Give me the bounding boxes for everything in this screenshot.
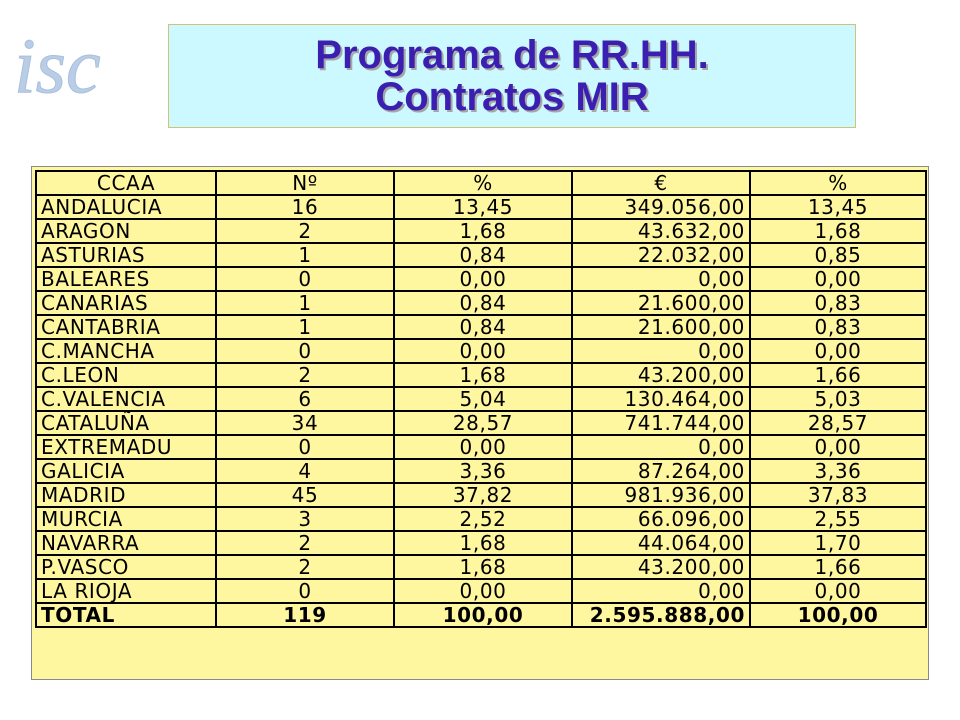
cell-percent-euros: 0,00 (750, 339, 926, 363)
table-row (36, 387, 926, 411)
cell-count: 6 (216, 387, 394, 411)
cell-percent: 0,00 (394, 267, 572, 291)
cell-percent-euros: 1,70 (750, 531, 926, 555)
cell-percent-euros: 2,55 (750, 507, 926, 531)
cell-ccaa: CANARIAS (36, 291, 216, 315)
cell-ccaa: BALEARES (36, 267, 216, 291)
cell-euros: 43.632,00 (572, 219, 750, 243)
cell-euros: 349.056,00 (572, 195, 750, 219)
cell-euros: € (572, 171, 750, 195)
page-subtitle: Contratos MIR (375, 75, 649, 119)
cell-ccaa: MURCIA (36, 507, 216, 531)
cell-ccaa: TOTAL (36, 603, 216, 627)
cell-percent-euros: 1,68 (750, 219, 926, 243)
cell-ccaa: C.VALENCIA (36, 387, 216, 411)
cell-count: 45 (216, 483, 394, 507)
cell-euros: 22.032,00 (572, 243, 750, 267)
cell-euros: 0,00 (572, 339, 750, 363)
table-row (36, 555, 926, 579)
table-row (36, 435, 926, 459)
cell-percent: 0,84 (394, 291, 572, 315)
table-row (36, 483, 926, 507)
cell-count: Nº (216, 171, 394, 195)
cell-count: 3 (216, 507, 394, 531)
cell-count: 16 (216, 195, 394, 219)
cell-percent: 2,52 (394, 507, 572, 531)
cell-percent: 3,36 (394, 459, 572, 483)
cell-percent: 1,68 (394, 555, 572, 579)
cell-percent-euros: 100,00 (750, 603, 926, 627)
cell-count: 0 (216, 339, 394, 363)
cell-euros: 981.936,00 (572, 483, 750, 507)
cell-percent-euros: 0,85 (750, 243, 926, 267)
logo-text: isc (14, 22, 101, 109)
cell-euros: 21.600,00 (572, 291, 750, 315)
cell-count: 4 (216, 459, 394, 483)
cell-percent-euros: 1,66 (750, 363, 926, 387)
title-box (168, 24, 856, 128)
cell-euros: 0,00 (572, 267, 750, 291)
cell-percent: 1,68 (394, 219, 572, 243)
cell-percent-euros: 0,00 (750, 435, 926, 459)
table-row (36, 459, 926, 483)
cell-percent: 0,00 (394, 435, 572, 459)
cell-percent: 0,84 (394, 243, 572, 267)
table-row (36, 291, 926, 315)
cell-ccaa: ANDALUCIA (36, 195, 216, 219)
cell-ccaa: NAVARRA (36, 531, 216, 555)
cell-count: 1 (216, 291, 394, 315)
table-frame (31, 166, 929, 680)
cell-percent-euros: 0,00 (750, 267, 926, 291)
table-row (36, 315, 926, 339)
cell-ccaa: EXTREMADU (36, 435, 216, 459)
cell-count: 1 (216, 315, 394, 339)
cell-euros: 43.200,00 (572, 363, 750, 387)
cell-count: 0 (216, 435, 394, 459)
table-header-row (36, 171, 926, 195)
cell-percent-euros: 0,83 (750, 315, 926, 339)
cell-euros: 0,00 (572, 435, 750, 459)
cell-ccaa: ARAGON (36, 219, 216, 243)
cell-percent-euros: 13,45 (750, 195, 926, 219)
table-total-row (36, 603, 926, 627)
cell-ccaa: CANTABRIA (36, 315, 216, 339)
cell-ccaa: CATALUÑA (36, 411, 216, 435)
table-row (36, 579, 926, 603)
cell-ccaa: CCAA (36, 171, 216, 195)
cell-count: 1 (216, 243, 394, 267)
cell-count: 119 (216, 603, 394, 627)
cell-count: 2 (216, 363, 394, 387)
cell-percent: 0,84 (394, 315, 572, 339)
table-row (36, 243, 926, 267)
cell-percent: 100,00 (394, 603, 572, 627)
cell-count: 2 (216, 219, 394, 243)
cell-percent: 1,68 (394, 363, 572, 387)
cell-percent-euros: 0,00 (750, 579, 926, 603)
cell-euros: 43.200,00 (572, 555, 750, 579)
cell-euros: 0,00 (572, 579, 750, 603)
cell-count: 2 (216, 555, 394, 579)
cell-percent-euros: 3,36 (750, 459, 926, 483)
table-row (36, 339, 926, 363)
cell-ccaa: LA RIOJA (36, 579, 216, 603)
table-row (36, 411, 926, 435)
cell-euros: 741.744,00 (572, 411, 750, 435)
cell-percent-euros: 5,03 (750, 387, 926, 411)
cell-percent-euros: 37,83 (750, 483, 926, 507)
cell-percent: % (394, 171, 572, 195)
cell-percent: 13,45 (394, 195, 572, 219)
cell-euros: 44.064,00 (572, 531, 750, 555)
cell-percent-euros: 28,57 (750, 411, 926, 435)
cell-count: 0 (216, 267, 394, 291)
cell-ccaa: ASTURIAS (36, 243, 216, 267)
cell-euros: 21.600,00 (572, 315, 750, 339)
cell-euros: 2.595.888,00 (572, 603, 750, 627)
page-title: Programa de RR.HH. (315, 33, 709, 77)
cell-euros: 130.464,00 (572, 387, 750, 411)
cell-percent-euros: 0,83 (750, 291, 926, 315)
cell-percent: 5,04 (394, 387, 572, 411)
table-row (36, 219, 926, 243)
table-row (36, 507, 926, 531)
cell-ccaa: MADRID (36, 483, 216, 507)
cell-ccaa: GALICIA (36, 459, 216, 483)
cell-ccaa: C.LEON (36, 363, 216, 387)
contracts-table (35, 170, 927, 628)
cell-ccaa: P.VASCO (36, 555, 216, 579)
cell-percent-euros: % (750, 171, 926, 195)
cell-euros: 87.264,00 (572, 459, 750, 483)
cell-percent: 0,00 (394, 339, 572, 363)
table-row (36, 531, 926, 555)
cell-count: 0 (216, 579, 394, 603)
cell-count: 2 (216, 531, 394, 555)
isc-logo (12, 10, 142, 110)
cell-percent: 0,00 (394, 579, 572, 603)
cell-percent: 37,82 (394, 483, 572, 507)
cell-percent-euros: 1,66 (750, 555, 926, 579)
table-row (36, 195, 926, 219)
cell-euros: 66.096,00 (572, 507, 750, 531)
table-row (36, 267, 926, 291)
cell-percent: 1,68 (394, 531, 572, 555)
cell-percent: 28,57 (394, 411, 572, 435)
table-row (36, 363, 926, 387)
cell-count: 34 (216, 411, 394, 435)
cell-ccaa: C.MANCHA (36, 339, 216, 363)
